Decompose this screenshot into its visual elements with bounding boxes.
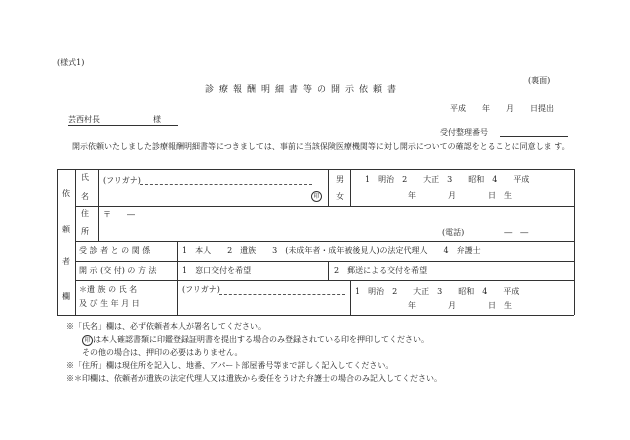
bereaved-furigana-label: (フリガナ) (182, 285, 220, 294)
header-char-2: 頼 (62, 225, 70, 234)
date-line: 平成 年 月 日提出 (450, 104, 554, 113)
gender-female[interactable]: 女 (336, 192, 344, 201)
receipt-number-label: 受付整理番号 (440, 128, 488, 137)
relationship-label: 受 診 者 と の 関 係 (79, 246, 151, 255)
bereaved-label-1: ＊遺 族 の 氏 名 (79, 285, 138, 294)
name-furigana-label: (フリガナ) (103, 176, 141, 185)
relationship-options[interactable]: 1 本人 2 遺族 3 (未成年者・成年被後見人)の法定代理人 4 弁護士 (182, 246, 481, 255)
name-furigana-field[interactable] (140, 184, 312, 185)
header-char-4: 欄 (62, 292, 70, 301)
method-option-mail[interactable]: 2 郵送による交付を希望 (334, 266, 428, 275)
bereaved-birth-date[interactable]: 年 月 日 生 (408, 301, 512, 310)
bereaved-name-field[interactable] (182, 298, 342, 312)
page-side-label: (裏面) (528, 76, 551, 85)
header-char-1: 依 (62, 189, 70, 198)
note-4: ※「住所」欄は現住所を記入し、地番、アパート部屋番号等まで詳しく記入してください。 (66, 361, 394, 370)
method-label: 開 示 (交 付) の 方 法 (79, 266, 157, 275)
seal-mark-small: 印 (82, 335, 93, 346)
consent-text: 開示依頼いたしました診療報酬明細書等につきましては、事前に当該保険医療機関等に対し開示についての確認をとることに同意しま す。 (72, 142, 570, 151)
name-label-2: 名 (81, 192, 89, 201)
address-field[interactable] (140, 222, 430, 236)
receipt-number-field[interactable] (500, 126, 568, 137)
bereaved-furigana-field[interactable] (219, 294, 345, 295)
phone-field[interactable]: (電話) ― ― (442, 228, 529, 237)
bereaved-label-2: 及 び 生 年 月 日 (79, 299, 140, 308)
bereaved-birth-era-options[interactable]: 1 明治 2 大正 3 昭和 4 平成 (355, 287, 520, 296)
note-1: ※「氏名」欄は、必ず依頼者本人が署名してください。 (66, 322, 266, 331)
header-char-3: 者 (62, 257, 70, 266)
form-code: (様式1) (57, 58, 85, 67)
seal-mark: 印 (311, 191, 322, 202)
addressee: 芸西村長 様 (68, 115, 178, 126)
birth-date[interactable]: 年 月 日 生 (408, 191, 512, 200)
postal-code-field[interactable]: 〒 ― (103, 210, 135, 219)
note-2: 印 は本人確認書類に印鑑登録証明書を提出する場合のみ登録されている印を押印してください。 (82, 335, 429, 346)
method-option-counter[interactable]: 1 窓口交付を希望 (182, 266, 252, 275)
name-field[interactable] (104, 188, 309, 202)
page-title: 診療報酬明細書等の開示依頼書 (205, 85, 402, 95)
note-5: ※＊印欄は、依頼者が遺族の法定代理人又は遺族から委任をうけた弁護士の場合のみ記入してください。 (66, 374, 442, 383)
gender-male[interactable]: 男 (336, 175, 344, 184)
birth-era-options[interactable]: 1 明治 2 大正 3 昭和 4 平成 (365, 175, 530, 184)
address-label-1: 住 (81, 209, 89, 218)
note-3: その他の場合は、押印の必要はありません。 (82, 348, 243, 357)
address-label-2: 所 (81, 227, 89, 236)
name-label-1: 氏 (81, 173, 89, 182)
